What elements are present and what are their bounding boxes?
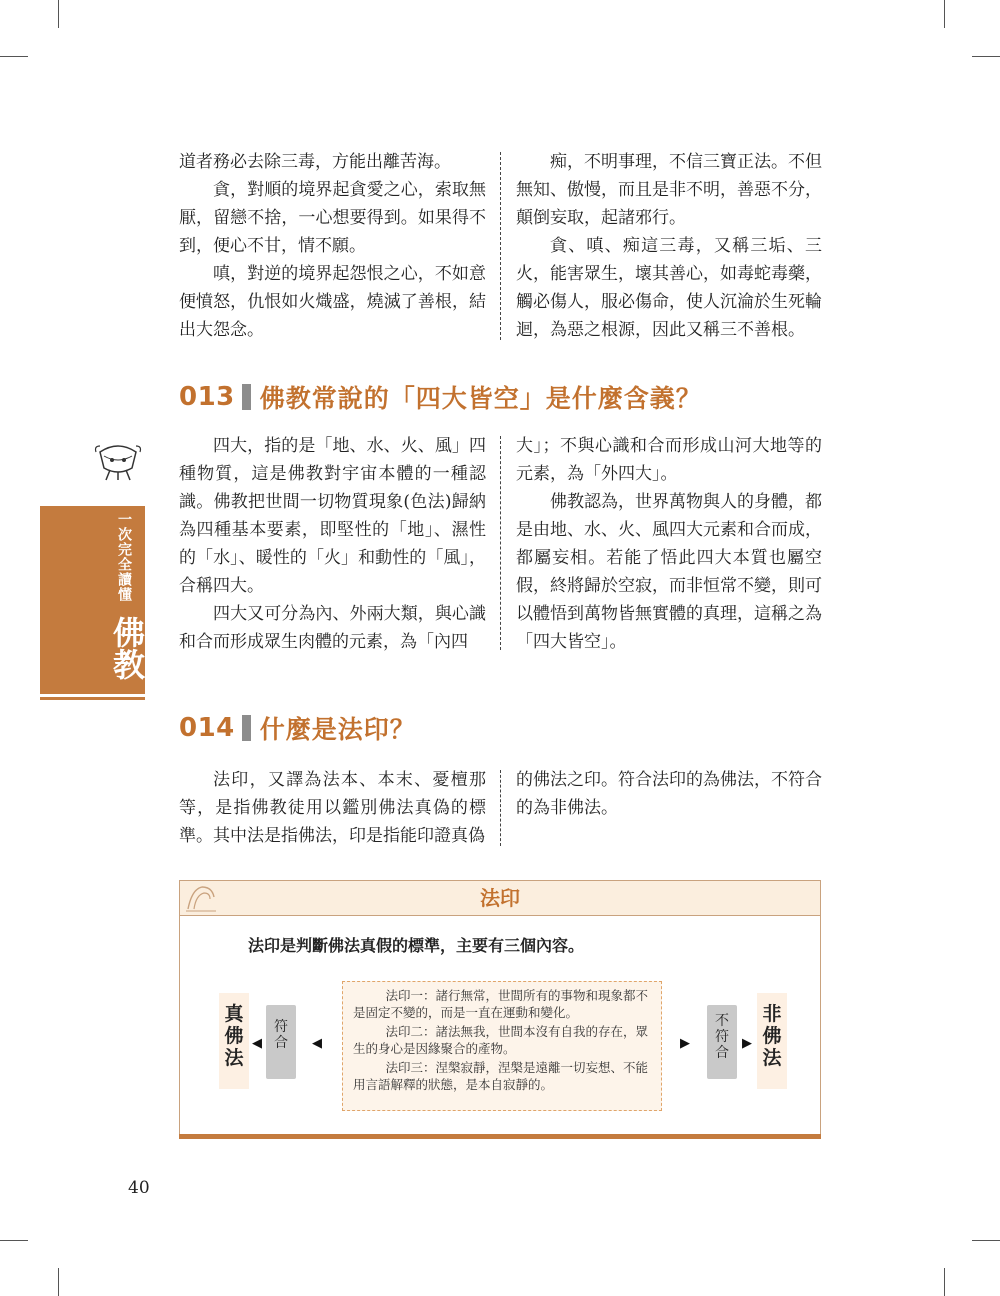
- side-tab-book-title: 佛教: [108, 616, 146, 680]
- s014-right-column: [516, 766, 822, 822]
- page-number: 40: [128, 1178, 150, 1198]
- column-divider: [500, 152, 501, 340]
- label-char: 真: [224, 1003, 244, 1025]
- label-char: 合: [274, 1035, 288, 1051]
- side-tab-series-title: 一次完全讀懂: [116, 512, 132, 602]
- s014-left-column: [179, 766, 486, 850]
- not-conform-label: [707, 1005, 737, 1079]
- paragraph: 嗔，對逆的境界起怨恨之心，不如意便憤怒，仇恨如火熾盛，燒滅了善根，結出大怨念。: [179, 264, 486, 340]
- paragraph: 貪、嗔、痴這三毒，又稱三垢、三火，能害眾生，壞其善心，如毒蛇毒藥，觸必傷人，服必傷命，使人沉淪於生死輪迴，為惡之根源，因此又稱三不善根。: [516, 236, 822, 340]
- top-left-column: [179, 148, 486, 344]
- conform-label: [266, 1005, 296, 1079]
- crop-mark: [972, 1240, 1000, 1241]
- seal-two: 法印二：諸法無我，世間本沒有自我的存在，眾生的身心是因緣聚合的產物。: [353, 1024, 649, 1056]
- paragraph: 四大又可分為內、外兩大類，與心識和合而形成眾生肉體的元素，為「內四: [179, 604, 486, 652]
- paragraph: 四大，指的是「地、水、火、風」四種物質，這是佛教對宇宙本體的一種認識。佛教把世間一切物質現象(色法)歸納為四種基本要素，即堅性的「地」、濕性的「水」、暖性的「火」和動性的「風」，合稱四大。: [179, 436, 486, 596]
- crop-mark: [58, 0, 59, 28]
- heading-bar: [242, 715, 251, 741]
- crop-mark: [0, 56, 28, 57]
- diagram-title: 法印: [480, 886, 520, 910]
- section-number: 013: [179, 382, 235, 412]
- s013-left-column: [179, 432, 486, 656]
- label-char: 佛: [762, 1025, 782, 1047]
- paragraph: 法印，又譯為法本、本末、憂檀那等，是指佛教徒用以鑑別佛法真偽的標準。其中法是指佛法，印是指能印證真偽: [179, 770, 486, 846]
- label-char: 不: [715, 1013, 729, 1029]
- arrow-left-icon: ◀: [312, 1036, 322, 1051]
- top-right-column: [516, 148, 822, 344]
- seal-one: 法印一：諸行無常，世間所有的事物和現象都不是固定不變的，而是一直在運動和變化。: [353, 988, 649, 1020]
- arrow-right-icon: ▶: [680, 1036, 690, 1051]
- label-char: 符: [274, 1019, 288, 1035]
- section-title: 什麼是法印？: [259, 715, 416, 744]
- label-char: 非: [762, 1003, 782, 1025]
- diagram-bottom-bar: [179, 1134, 821, 1139]
- diagram-intro: 法印是判斷佛法真假的標準，主要有三個內容。: [248, 936, 585, 955]
- paragraph: 痴，不明事理，不信三寶正法。不但無知、傲慢，而且是非不明，善惡不分，顛倒妄取，起諸邪行。: [516, 152, 822, 228]
- label-char: 法: [224, 1047, 244, 1069]
- section-heading-014: [179, 708, 416, 748]
- arrow-right-icon: ▶: [742, 1036, 752, 1051]
- arrow-left-icon: ◀: [252, 1036, 262, 1051]
- section-heading-013: [179, 377, 702, 417]
- label-char: 佛: [224, 1025, 244, 1047]
- crop-mark: [0, 1240, 28, 1241]
- true-dharma-label: [219, 993, 249, 1089]
- paragraph: 佛教認為，世界萬物與人的身體，都是由地、水、火、風四大元素和合而成，都屬妄相。若能了悟此四大本質也屬空假，終將歸於空寂，而非恒常不變，則可以體悟到萬物皆無實體的真理，這稱之為「四大皆空」。: [516, 492, 822, 652]
- crop-mark: [944, 1268, 945, 1296]
- seal-three: 法印三：涅槃寂靜，涅槃是遠離一切妄想、不能用言語解釋的狀態，是本自寂靜的。: [353, 1060, 649, 1092]
- paragraph: 貪，對順的境界起貪愛之心，索取無厭，留戀不捨，一心想要得到。如果得不到，便心不甘，情不願。: [179, 180, 486, 256]
- dharma-seal-diagram: [179, 880, 821, 1138]
- column-divider: [500, 770, 501, 846]
- paragraph: 大」；不與心識和合而形成山河大地等的元素，為「外四大」。: [516, 436, 822, 484]
- side-tab-underline: [40, 697, 145, 700]
- section-number: 014: [179, 713, 235, 743]
- heading-bar: [242, 384, 251, 410]
- three-seals-box: [342, 981, 662, 1111]
- section-title: 佛教常說的「四大皆空」是什麼含義？: [259, 384, 702, 413]
- crop-mark: [944, 0, 945, 28]
- label-char: 法: [762, 1047, 782, 1069]
- label-char: 符: [715, 1029, 729, 1045]
- false-dharma-label: [757, 993, 787, 1089]
- label-char: 合: [715, 1045, 729, 1061]
- s013-right-column: [516, 432, 822, 656]
- incense-burner-icon: [92, 438, 144, 482]
- paragraph: 道者務必去除三毒，方能出離苦海。: [179, 152, 451, 172]
- crop-mark: [58, 1268, 59, 1296]
- paragraph: 的佛法之印。符合法印的為佛法，不符合的為非佛法。: [516, 770, 822, 818]
- crop-mark: [972, 56, 1000, 57]
- column-divider: [500, 436, 501, 650]
